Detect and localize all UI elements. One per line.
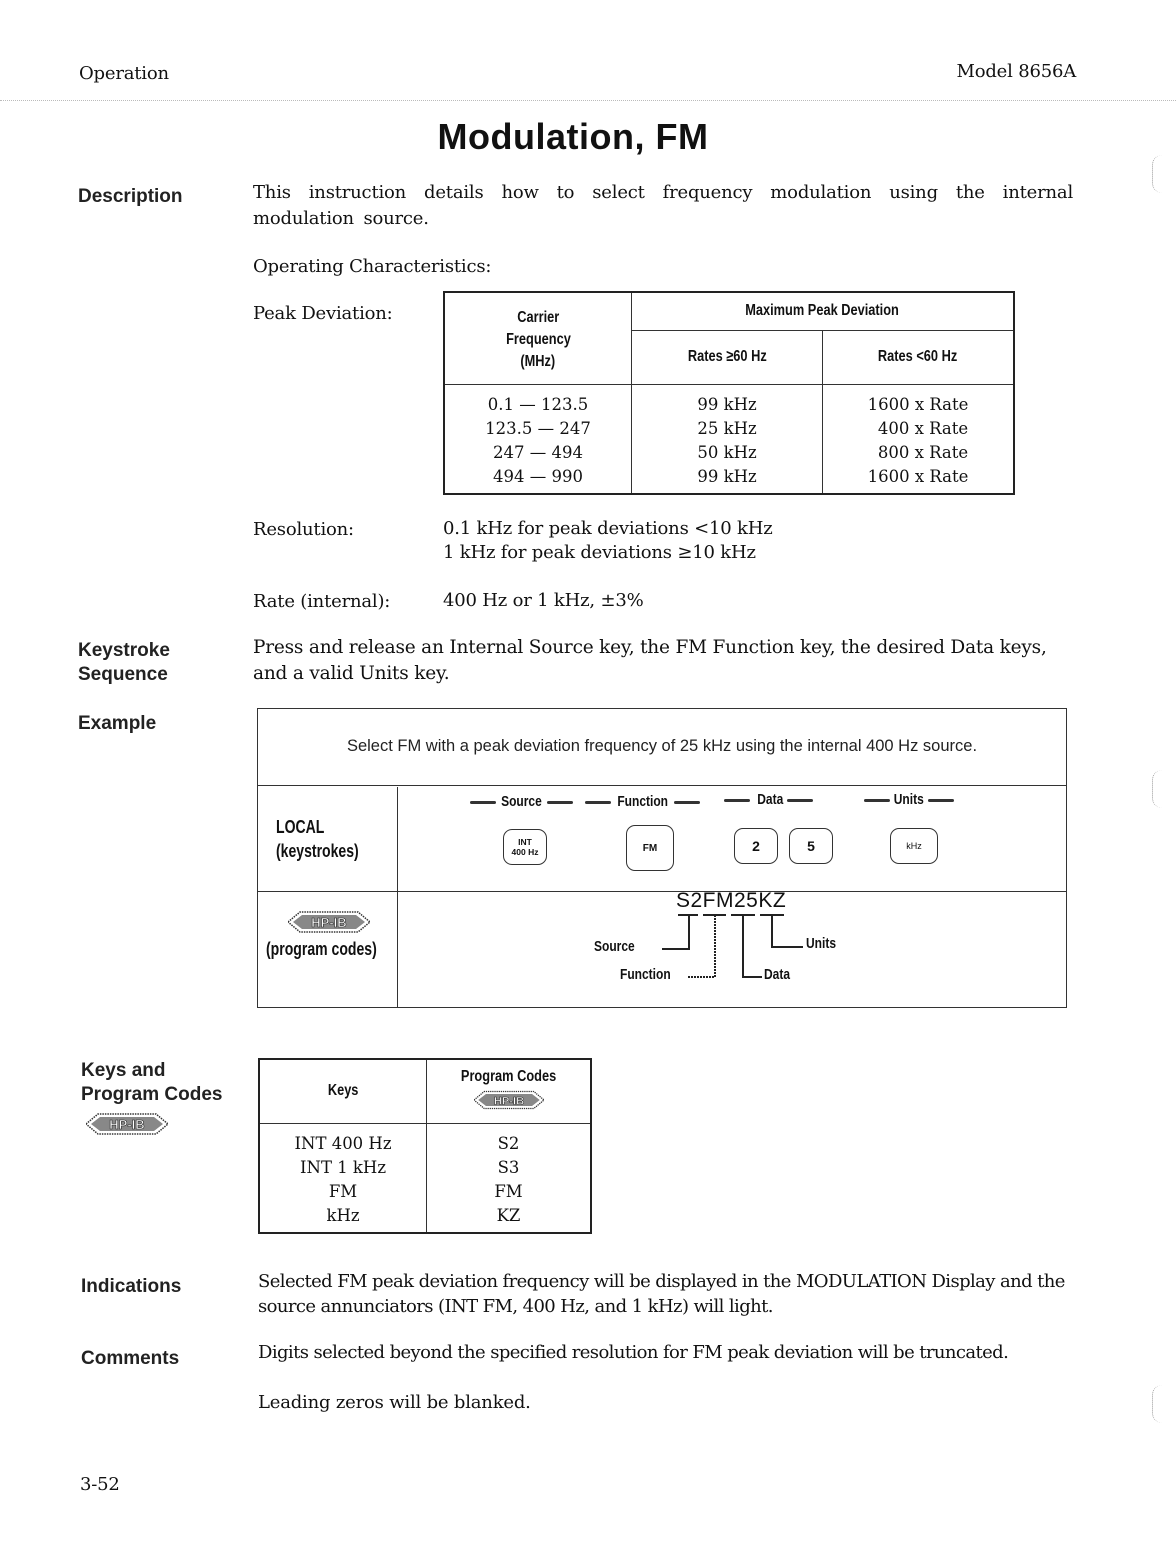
keystroke-heading-line2: Sequence [78, 664, 168, 685]
annotation-source [594, 938, 645, 955]
rates-ge-60-label: Rates ≥60 Hz [687, 348, 767, 365]
source-group-text: Source [501, 793, 542, 810]
fm-key-label: FM [642, 842, 658, 854]
keys-heading-line1: Keys and [81, 1060, 166, 1081]
keys-heading-line2: Program Codes [81, 1084, 223, 1105]
data-leader [743, 915, 762, 977]
hpib-logo-icon [474, 1090, 544, 1110]
peak-deviation-table [443, 291, 1015, 495]
table-row: 99 kHz [697, 466, 757, 486]
units-leader [772, 915, 803, 947]
local-label-line2: (keystrokes) [276, 841, 359, 861]
resolution-line: 1 kHz for peak deviations ≥10 kHz [443, 542, 756, 563]
header-section-label: Operation [79, 63, 169, 84]
rates-lt-60-header [823, 330, 1015, 384]
table-row: S2 [497, 1133, 520, 1153]
keystroke-sequence-heading [78, 639, 170, 687]
table-row: 800 x Rate [877, 442, 969, 462]
description-text: This instruction details how to select frequency modulation using the internal modulation source. [253, 182, 1073, 229]
keys-column-header [259, 1059, 427, 1123]
annotation-function [620, 966, 683, 983]
page-title: Modulation, FM [437, 116, 709, 157]
comments-text-2: Leading zeros will be blanked. [258, 1392, 531, 1413]
int-400hz-key-line1: INT [518, 837, 532, 847]
fm-key[interactable] [626, 825, 674, 871]
program-code-string: S2FM25KZ [676, 889, 787, 912]
function-group-text: Function [617, 793, 668, 810]
annotation-data-text: Data [764, 966, 791, 983]
rates-ge-60-header [632, 330, 823, 384]
int-400hz-key-line2: 400 Hz [511, 847, 539, 857]
max-peak-deviation-header [632, 292, 1015, 330]
keystroke-heading-line1: Keystroke [78, 640, 170, 661]
binding-hole-mark [1152, 155, 1167, 193]
header-model-label: Model 8656A [956, 61, 1076, 82]
rates-ge-60-column [632, 384, 823, 494]
table-row: 50 kHz [697, 442, 757, 462]
digit-2-key-label: 2 [752, 838, 760, 854]
example-instruction-row [258, 709, 1066, 786]
example-instruction: Select FM with a peak deviation frequency of 25 kHz using the internal 400 Hz source. [346, 737, 978, 755]
table-row: 400 x Rate [877, 418, 969, 438]
annotation-units-text: Units [806, 935, 836, 952]
keys-header-text: Keys [327, 1082, 359, 1100]
table-row: FM [494, 1181, 523, 1201]
table-row: S3 [497, 1157, 520, 1177]
function-leader [688, 915, 715, 977]
table-row: 0.1 — 123.5 [487, 394, 589, 414]
rate-value: 400 Hz or 1 kHz, ±3% [443, 590, 644, 611]
keys-column [259, 1123, 427, 1233]
annotation-source-text: Source [594, 938, 635, 955]
operating-characteristics-label: Operating Characteristics: [253, 256, 492, 277]
rate-label: Rate (internal): [253, 591, 391, 612]
table-row: FM [328, 1181, 358, 1201]
peak-deviation-label: Peak Deviation: [253, 303, 393, 324]
group-label-source [470, 793, 573, 810]
program-code-annotation-lines [588, 913, 868, 1003]
program-codes-row [258, 889, 1066, 1007]
keystroke-sequence-text: Press and release an Internal Source key, the FM Function key, the desired Data keys, and a valid Units key. [253, 637, 1047, 684]
digit-2-key[interactable] [734, 828, 778, 864]
hpib-logo-text: HP-IB [109, 1117, 145, 1132]
hpib-logo-text: HP-IB [311, 915, 347, 930]
table-row: INT 1 kHz [299, 1157, 387, 1177]
description-heading: Description [78, 186, 183, 207]
hpib-logo-icon [288, 911, 370, 933]
binding-hole-mark [1152, 770, 1167, 808]
annotation-units [806, 935, 844, 952]
local-keystrokes-row [258, 787, 1066, 892]
resolution-values [443, 517, 773, 565]
table-row: 1600 x Rate [867, 394, 969, 414]
hpib-logo-icon [86, 1113, 168, 1135]
resolution-line: 0.1 kHz for peak deviations <10 kHz [443, 518, 773, 539]
annotation-data [764, 966, 797, 983]
comments-text-1: Digits selected beyond the specified resolution for FM peak deviation will be truncated. [258, 1342, 1009, 1363]
indications-text: Selected FM peak deviation frequency will be displayed in the MODULATION Display and the source annunciators (INT FM, 400 Hz, and 1 kHz) will light. [258, 1271, 1065, 1317]
source-leader [662, 915, 689, 949]
table-row: KZ [496, 1205, 521, 1225]
table-row: 494 — 990 [493, 466, 583, 486]
indications-heading: Indications [81, 1276, 182, 1297]
local-label-line1: LOCAL [276, 817, 325, 837]
header-divider [0, 100, 1176, 101]
table-row: kHz [326, 1205, 360, 1225]
rates-lt-60-column [823, 384, 1015, 494]
program-codes-column-header [427, 1059, 592, 1123]
rates-lt-60-label: Rates <60 Hz [878, 348, 958, 365]
page-number: 3-52 [80, 1474, 120, 1495]
digit-5-key-label: 5 [807, 838, 815, 854]
group-label-function [585, 793, 700, 810]
example-heading: Example [78, 713, 157, 734]
table-row: 25 kHz [697, 418, 757, 438]
max-peak-deviation-label: Maximum Peak Deviation [745, 302, 900, 320]
program-codes-label-text: (program codes) [266, 939, 377, 959]
example-box [257, 708, 1067, 1008]
table-row: INT 400 Hz [294, 1133, 392, 1153]
khz-key[interactable] [890, 828, 938, 864]
table-row: 1600 x Rate [867, 466, 969, 486]
resolution-label: Resolution: [253, 519, 354, 540]
digit-5-key[interactable] [789, 828, 833, 864]
keys-program-codes-heading [81, 1059, 222, 1107]
table-row: 123.5 — 247 [485, 418, 591, 438]
carrier-frequency-column [444, 384, 632, 494]
carrier-header-line3: (MHz) [520, 353, 556, 371]
hpib-logo-text: HP-IB [493, 1095, 524, 1108]
keys-program-codes-table [258, 1058, 592, 1234]
carrier-frequency-header [444, 292, 632, 384]
table-row: 99 kHz [697, 394, 757, 414]
khz-key-label: kHz [906, 841, 922, 851]
int-400hz-key[interactable] [503, 829, 547, 865]
program-codes-label [266, 939, 408, 960]
carrier-header-line2: Frequency [505, 331, 571, 349]
program-codes-column [427, 1123, 592, 1233]
annotation-function-text: Function [620, 966, 671, 983]
table-row: 247 — 494 [493, 442, 583, 462]
group-label-units [864, 791, 954, 808]
comments-heading: Comments [81, 1348, 180, 1369]
program-codes-header-text: Program Codes [460, 1068, 557, 1085]
units-group-text: Units [893, 791, 924, 808]
local-label [276, 815, 382, 863]
data-group-text: Data [757, 791, 784, 808]
binding-hole-mark [1152, 1385, 1167, 1423]
carrier-header-line1: Carrier [516, 309, 559, 327]
group-label-data [724, 791, 813, 808]
